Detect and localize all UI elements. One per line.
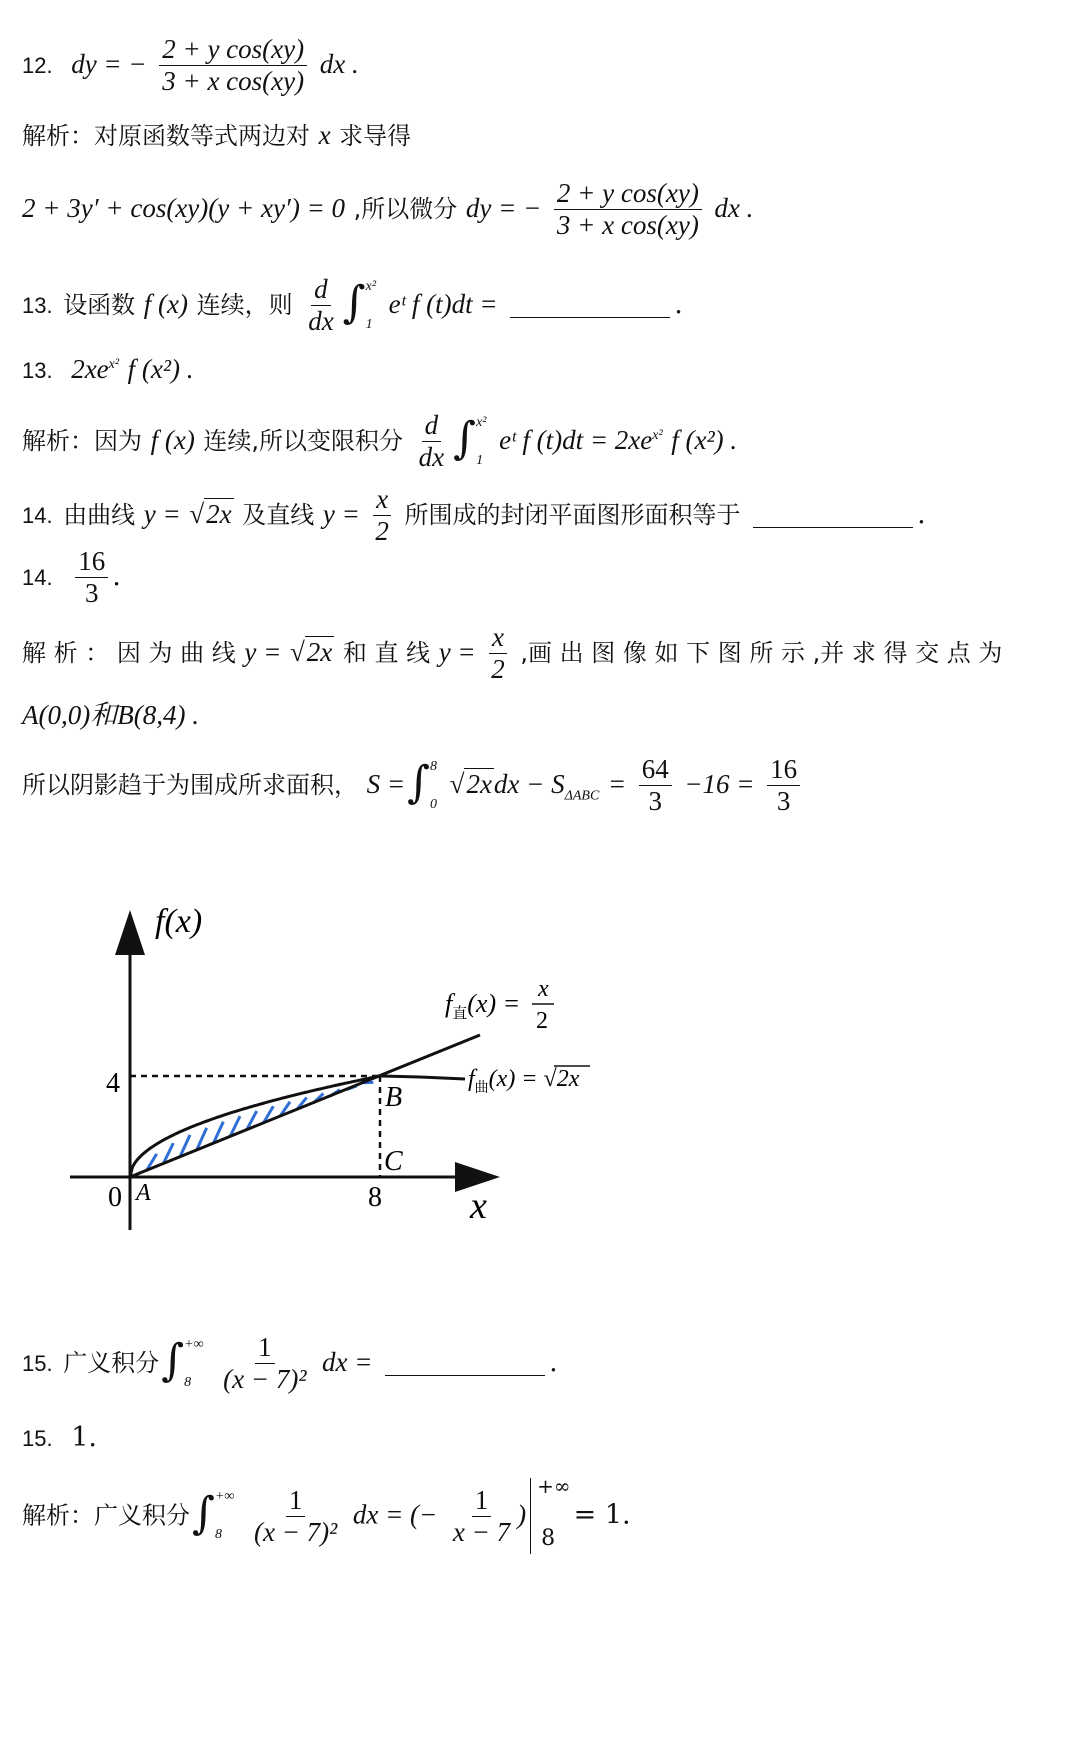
q13-end: . xyxy=(674,289,683,320)
integral-sign: ∫ xyxy=(407,757,431,808)
q13-solution-derivative xyxy=(416,412,447,471)
integral-sign: ∫ xyxy=(342,277,366,328)
q14-question xyxy=(22,486,926,545)
q15-number: 15. xyxy=(22,1351,53,1376)
point-a-label: A xyxy=(136,1180,151,1206)
q12-solution-equation xyxy=(22,180,753,239)
q14-solution xyxy=(22,624,1002,683)
q15-solution-lower: 8 xyxy=(214,1527,222,1542)
q12-number: 12. xyxy=(22,53,53,78)
tick-y-4: 4 xyxy=(106,1068,120,1099)
point-b-label: B xyxy=(385,1082,403,1113)
q15-answer-blank[interactable] xyxy=(385,1351,545,1376)
q15-solution-limits xyxy=(215,1490,234,1542)
q14-solution-text3: ,画 出 图 像 如 下 图 所 示 ,并 求 得 交 点 为 xyxy=(520,639,1003,667)
q12-derivative-eq: 2 + 3y′ + cos(xy)(y + xy′) = 0 xyxy=(22,193,346,223)
y-axis-arrow xyxy=(115,910,145,955)
q14-fd: 2 xyxy=(375,516,389,546)
q14-area-limits xyxy=(430,760,437,812)
q12-solution-fraction xyxy=(554,180,702,239)
q13-solution-fx: f (x) xyxy=(150,425,195,455)
q15-solution-numerator: 1 xyxy=(286,1487,306,1517)
q14-answer-blank[interactable] xyxy=(753,503,913,528)
q15-solution-n2: 1 xyxy=(472,1487,492,1517)
q13-answer xyxy=(22,356,193,383)
q13-solution-limits xyxy=(476,416,486,468)
curve-label: $f_曲(x) = √2x$ xyxy=(468,1066,580,1096)
q15-solution-top: +∞ xyxy=(537,1474,571,1498)
q15-solution-antiderivative xyxy=(450,1484,513,1547)
line-label-denominator: 2 xyxy=(536,1008,548,1034)
origin-label: 0 xyxy=(108,1182,122,1213)
tick-x-8: 8 xyxy=(368,1182,382,1213)
q15-end: . xyxy=(549,1347,558,1378)
q14-solution-line-fraction xyxy=(488,624,508,683)
q14-answer-end: . xyxy=(112,561,121,592)
q13-solution-tail: f (x²) . xyxy=(671,425,738,455)
q14-answer xyxy=(22,548,121,607)
q13-limits xyxy=(366,280,376,332)
integral-sign: ∫ xyxy=(453,413,477,464)
q15-solution-upper: +∞ xyxy=(214,1489,235,1504)
q14-area-d1: 3 xyxy=(648,786,662,816)
q14-end: . xyxy=(917,499,926,530)
q13-solution-dx: dx xyxy=(418,442,445,472)
q14-y1: y = xyxy=(143,499,181,529)
q12-connector: ,所以微分 xyxy=(353,195,458,223)
q12-denominator: 3 + x cos(xy) xyxy=(162,66,305,96)
q13-answer-blank[interactable] xyxy=(510,293,670,318)
q12-solution-label xyxy=(22,122,411,149)
q13-upper: x² xyxy=(365,278,377,294)
q14-area-mid: dx − S xyxy=(493,769,565,799)
q14-area-s: S = xyxy=(366,769,406,799)
q14-solution-fd: 2 xyxy=(491,654,505,684)
evaluation-bar xyxy=(530,1474,571,1554)
q15-numerator: 1 xyxy=(255,1334,275,1364)
q13-answer-expr2: f (x²) . xyxy=(127,354,194,384)
q14-solution-sqrt: √2x xyxy=(289,637,333,667)
q15-tail: dx = xyxy=(322,1347,373,1377)
q15-fraction xyxy=(220,1334,309,1393)
q14-area-eq: = xyxy=(607,769,627,799)
q15-solution-denominator: (x − 7)² xyxy=(253,1516,338,1547)
q14-area-frac1 xyxy=(639,756,672,815)
q15-limits xyxy=(184,1338,203,1390)
q13-dx: dx xyxy=(308,306,334,336)
point-c-label: C xyxy=(384,1146,403,1177)
q15-question xyxy=(22,1334,558,1393)
q13-text1: 设函数 xyxy=(63,291,136,319)
q14-answer-denominator: 3 xyxy=(84,578,99,608)
q14-y2: y = xyxy=(322,499,360,529)
q14-solution-text1: 解 析 ： 因 为 曲 线 xyxy=(22,639,236,667)
q14-solution-y2: y = xyxy=(438,637,476,667)
q14-answer-numerator: 16 xyxy=(75,548,108,578)
q15-solution-close: ) xyxy=(517,1499,527,1530)
q14-text1: 由曲线 xyxy=(63,501,136,529)
q13-solution xyxy=(22,412,737,471)
q14-area-d2: 3 xyxy=(776,786,791,816)
q13-solution-integrand: eᵗ f (t)dt = 2xe xyxy=(499,425,653,455)
q13-answer-number: 13. xyxy=(22,358,53,383)
q12-solution-denominator: 3 + x cos(xy) xyxy=(556,210,699,240)
q12-fraction xyxy=(159,36,307,95)
q13-question xyxy=(22,276,683,335)
q13-fx: f (x) xyxy=(143,289,188,319)
integral-sign: ∫ xyxy=(161,1335,185,1386)
q14-points xyxy=(22,702,199,729)
q13-solution-upper: x² xyxy=(476,414,487,430)
q15-lower: 8 xyxy=(184,1374,192,1390)
q14-area-n1: 64 xyxy=(639,756,672,786)
q14-area-upper: 8 xyxy=(430,758,438,774)
q13-d: d xyxy=(311,276,331,306)
q14-solution-fn: x xyxy=(489,624,507,654)
q14-area-frac2 xyxy=(767,756,800,815)
q14-radicand: 2x xyxy=(206,499,232,529)
q14-answer-fraction xyxy=(75,548,108,607)
q14-area-n2: 16 xyxy=(767,756,800,786)
q12-tail: dx . xyxy=(319,49,359,79)
q14-solution-radicand: 2x xyxy=(306,637,333,667)
q14-answer-number: 14. xyxy=(22,565,53,590)
q15-upper: +∞ xyxy=(184,1336,204,1352)
q13-lower: 1 xyxy=(365,316,373,332)
q14-text3: 所围成的封闭平面图形面积等于 xyxy=(404,501,741,529)
q14-text2: 及直线 xyxy=(242,501,315,529)
q12-solution-lhs: dy = − xyxy=(465,193,542,223)
q12-solution-text: 解析：对原函数等式两边对 xyxy=(22,122,310,150)
q15-denominator: (x − 7)² xyxy=(223,1364,307,1394)
q15-solution xyxy=(22,1474,631,1554)
q15-answer-value: 1. xyxy=(71,1422,97,1453)
q15-answer-number: 15. xyxy=(22,1426,53,1451)
q15-solution-fraction xyxy=(251,1484,340,1547)
q13-solution-lower: 1 xyxy=(476,452,484,468)
q14-number: 14. xyxy=(22,503,53,528)
curve-sqrt2x xyxy=(130,1076,465,1177)
x-axis-label: x xyxy=(470,1185,487,1227)
line-x-over-2 xyxy=(130,1035,480,1177)
q12-solution-numerator: 2 + y cos(xy) xyxy=(554,180,702,210)
y-axis-label: f(x) xyxy=(155,903,203,940)
q14-area-radicand: 2x xyxy=(466,769,492,799)
q14-area-sqrt: √2x xyxy=(449,769,492,799)
q13-number: 13. xyxy=(22,293,53,318)
q14-area-text: 所以阴影趋于为围成所求面积， xyxy=(22,771,358,799)
line-label: $f_直(x)$ = xyxy=(445,989,521,1022)
q13-solution-text2: 连续,所以变限积分 xyxy=(203,427,404,455)
q13-integrand: eᵗ f (t)dt = xyxy=(388,289,498,319)
q14-sqrt: √2x xyxy=(189,499,232,529)
q14-area-sub: ΔABC xyxy=(564,788,600,804)
area-figure xyxy=(60,900,700,1260)
q15-solution-text1: 解析：广义积分 xyxy=(22,1501,190,1530)
q14-fn: x xyxy=(373,486,391,516)
q12-lhs: dy = − xyxy=(71,49,147,79)
q15-solution-tail: = 1. xyxy=(573,1499,631,1531)
line-label-numerator: x xyxy=(538,976,549,1002)
q15-solution-mid: dx = (− xyxy=(352,1499,438,1530)
integral-sign: ∫ xyxy=(192,1487,215,1539)
q13-solution-sup: x² xyxy=(652,428,663,443)
q13-text2: 连续，则 xyxy=(196,291,293,319)
q12-solution-tail: dx . xyxy=(714,193,754,223)
q13-solution-text1: 解析：因为 xyxy=(22,427,142,455)
q12-solution-var: x xyxy=(318,120,331,150)
q14-solution-text2: 和 直 线 xyxy=(342,639,431,667)
q13-answer-expr: 2xe xyxy=(71,354,109,384)
q15-solution-bottom: 8 xyxy=(541,1526,556,1551)
q12-solution-text2: 求导得 xyxy=(339,122,412,150)
q15-solution-d2: x − 7 xyxy=(452,1516,511,1547)
q14-area xyxy=(22,756,804,815)
q12-answer xyxy=(22,36,359,95)
q13-derivative xyxy=(305,276,336,335)
q12-numerator: 2 + y cos(xy) xyxy=(159,36,307,66)
q13-answer-sup: x² xyxy=(108,357,120,372)
q15-answer xyxy=(22,1424,97,1451)
q13-solution-d: d xyxy=(422,412,442,442)
q14-solution-y1: y = xyxy=(244,637,282,667)
q14-area-minus: −16 = xyxy=(684,769,755,799)
q14-area-lower: 0 xyxy=(430,796,438,812)
q14-points-text: A(0,0)和B(8,4) . xyxy=(22,700,199,730)
q15-text1: 广义积分 xyxy=(63,1349,160,1377)
q14-line-fraction xyxy=(372,486,392,545)
